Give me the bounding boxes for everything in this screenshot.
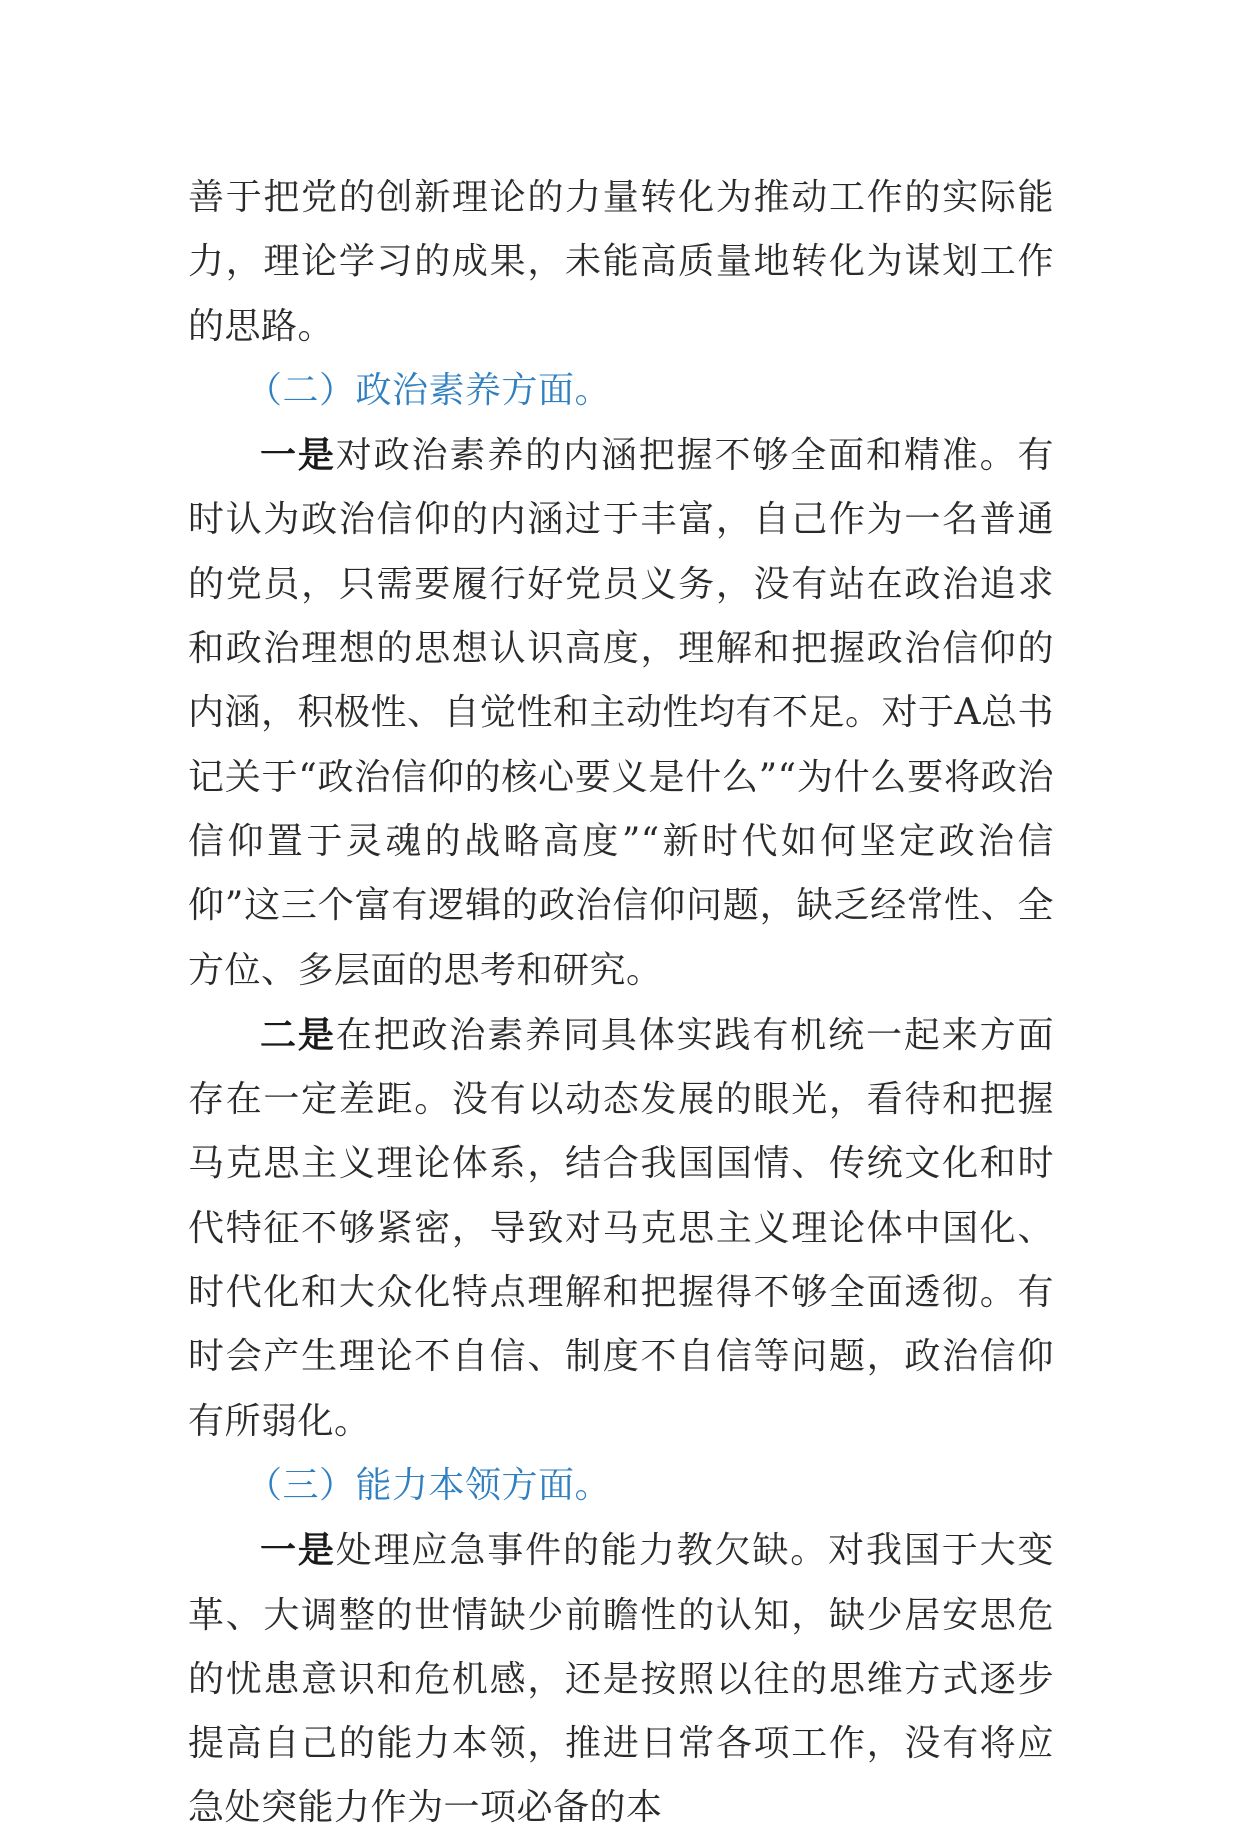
point-lead-label: 二是 xyxy=(260,1013,336,1056)
section-heading-political-literacy: （二）政治素养方面。 xyxy=(246,369,612,411)
paragraph-text: 对政治素养的内涵把握不够全面和精准。有时认为政治信仰的内涵过于丰富，自己作为一名普通的党员，只需要履行好党员义务，没有站在政治追求和政治理想的思想认识高度，理解和把握政治信仰的内涵，积极性、自觉性和主动性均有不足。对于A总书记关于“政治信仰的核心要义是什么”“为什么要将政治信仰置于灵魂的战略高度”“新时代如何坚定政治信仰”这三个富有逻辑的政治信仰问题，缺乏经常性、全方位、多层面的思考和研究。 xyxy=(188,435,1054,991)
paragraph-continuation: 善于把党的创新理论的力量转化为推动工作的实际能力，理论学习的成果，未能高质量地转化为谋划工作的思路。 xyxy=(188,177,1054,347)
point-lead-label: 一是 xyxy=(260,1529,336,1572)
point-lead-label: 一是 xyxy=(260,434,336,477)
paragraph-capability-point-1 xyxy=(188,1518,1054,1840)
section-heading-capability: （三）能力本领方面。 xyxy=(246,1464,612,1506)
paragraph-text: 处理应急事件的能力教欠缺。对我国于大变革、大调整的世情缺少前瞻性的认知，缺少居安思危的忧患意识和危机感，还是按照以往的思维方式逐步提高自己的能力本领，推进日常各项工作，没有将应急处突能力作为一项必备的本 xyxy=(188,1530,1054,1829)
paragraph-text: 在把政治素养同具体实践有机统一起来方面存在一定差距。没有以动态发展的眼光，看待和把握马克思主义理论体系，结合我国国情、传统文化和时代特征不够紧密，导致对马克思主义理论体中国化、时代化和大众化特点理解和把握得不够全面透彻。有时会产生理论不自信、制度不自信等问题，政治信仰有所弱化。 xyxy=(188,1014,1054,1442)
document-body xyxy=(188,166,1054,1841)
paragraph-political-point-2 xyxy=(188,1003,1054,1454)
paragraph-political-point-1 xyxy=(188,423,1054,1003)
